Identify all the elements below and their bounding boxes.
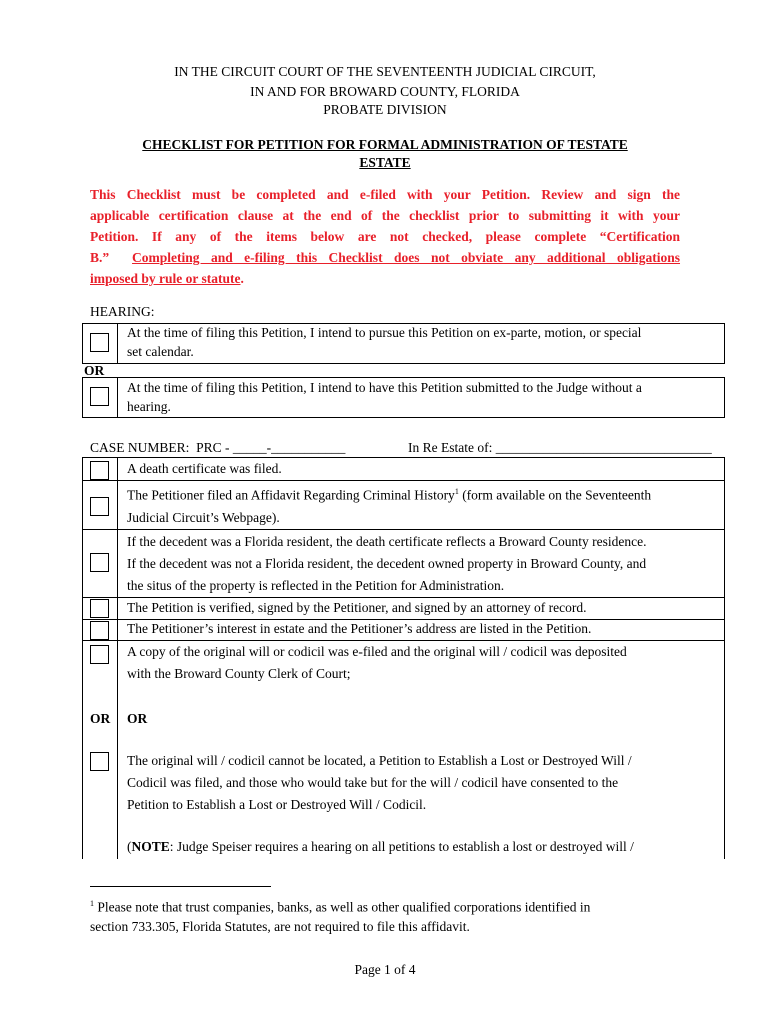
- divider: [117, 457, 118, 859]
- verified-checkbox[interactable]: [90, 599, 109, 618]
- affidavit-line: [127, 481, 717, 507]
- or-label-right: OR: [127, 711, 148, 726]
- original-will-line: with the Broward County Clerk of Court;: [127, 666, 351, 681]
- lost-will-checkbox[interactable]: [90, 752, 109, 771]
- original-will-line: A copy of the original will or codicil was e-filed and the original will / codicil was deposited: [127, 644, 627, 659]
- hearing-option-1-checkbox[interactable]: [90, 333, 109, 352]
- original-will-checkbox[interactable]: [90, 645, 109, 664]
- affidavit-text: [127, 481, 717, 529]
- hearing-label: HEARING:: [90, 304, 155, 319]
- footnote-text: Please note that trust companies, banks, as well as other qualified corporations identified in: [94, 899, 591, 915]
- judge-note: [127, 836, 717, 858]
- court-name: IN THE CIRCUIT COURT OF THE SEVENTEENTH JUDICIAL CIRCUIT,: [174, 64, 596, 79]
- hearing-option-2-line: hearing.: [127, 399, 171, 414]
- hearing-option-2-line: At the time of filing this Petition, I intend to have this Petition submitted to the Judge without a: [127, 380, 642, 395]
- lost-will-text: [127, 750, 717, 816]
- note-paren: (: [127, 839, 132, 854]
- estate-name-field[interactable]: In Re Estate of: ________________________________: [408, 440, 712, 455]
- hearing-option-1-line: set calendar.: [127, 344, 194, 359]
- residence-line: If the decedent was a Florida resident, the death certificate reflects a Broward County residence.: [127, 534, 647, 549]
- notice-line: [90, 269, 680, 290]
- divider: [117, 377, 118, 418]
- lost-will-line: Petition to Establish a Lost or Destroyed Will / Codicil.: [127, 797, 427, 812]
- footnote-marker: 1: [90, 899, 94, 908]
- affidavit-checkbox[interactable]: [90, 497, 109, 516]
- footnote-line: section 733.305, Florida Statutes, are not required to file this affidavit.: [90, 918, 470, 934]
- note-text: : Judge Speiser requires a hearing on all petitions to establish a lost or destroyed will /: [169, 839, 634, 854]
- original-will-text: [127, 641, 717, 685]
- notice-underlined-text: imposed by rule or statute: [90, 271, 241, 286]
- divider: [82, 529, 725, 530]
- notice-underlined-text: Completing and e-filing this Checklist does not obviate any additional obligations: [132, 250, 681, 265]
- note-label: NOTE: [131, 839, 170, 854]
- affidavit-text-part: (form available on the Seventeenth: [458, 487, 652, 503]
- hearing-option-2-text: [127, 378, 717, 416]
- residence-checkbox[interactable]: [90, 553, 109, 572]
- checklist-title-line2: ESTATE: [359, 155, 411, 170]
- hearing-option-1-line: At the time of filing this Petition, I intend to pursue this Petition on ex-parte, motion, or special: [127, 325, 642, 340]
- footnote-separator: [90, 886, 271, 887]
- division-line: PROBATE DIVISION: [323, 102, 447, 117]
- affidavit-line: Judicial Circuit’s Webpage).: [127, 509, 280, 525]
- divider: [82, 457, 83, 859]
- footnote-ref[interactable]: 1: [454, 487, 459, 496]
- residence-line: the situs of the property is reflected in the Petition for Administration.: [127, 578, 505, 593]
- notice-line: [90, 248, 680, 269]
- lost-will-line: The original will / codicil cannot be located, a Petition to Establish a Lost or Destroyed Will /: [127, 753, 632, 768]
- verified-text: The Petition is verified, signed by the Petitioner, and signed by an attorney of record.: [127, 600, 587, 615]
- or-label-left: OR: [90, 711, 111, 726]
- divider: [117, 323, 118, 364]
- notice-text: B.”: [90, 250, 110, 265]
- county-line: IN AND FOR BROWARD COUNTY, FLORIDA: [250, 84, 520, 99]
- notice-period: .: [240, 271, 244, 286]
- residence-line: If the decedent was not a Florida resident, the decedent owned property in Broward County, and: [127, 556, 647, 571]
- hearing-option-1-text: [127, 323, 717, 361]
- hearing-option-2-checkbox[interactable]: [90, 387, 109, 406]
- interest-checkbox[interactable]: [90, 621, 109, 640]
- lost-will-line: Codicil was filed, and those who would take but for the will / codicil have consented to the: [127, 775, 619, 790]
- notice-line: Petition. If any of the items below are not checked, please complete “Certification: [90, 229, 680, 244]
- notice-line: This Checklist must be completed and e-filed with your Petition. Review and sign the: [90, 187, 680, 202]
- death-certificate-text: A death certificate was filed.: [127, 461, 282, 476]
- hearing-or-label: OR: [84, 363, 105, 378]
- affidavit-text-part: The Petitioner filed an Affidavit Regarding Criminal History: [127, 487, 455, 503]
- divider: [724, 457, 725, 859]
- footnote: [90, 894, 710, 936]
- footnote-line: [90, 894, 710, 917]
- residence-text: [127, 531, 717, 597]
- death-certificate-checkbox[interactable]: [90, 461, 109, 480]
- checklist-title: CHECKLIST FOR PETITION FOR FORMAL ADMINISTRATION OF TESTATE: [142, 137, 628, 152]
- page-number: Page 1 of 4: [354, 962, 416, 977]
- interest-text: The Petitioner’s interest in estate and the Petitioner’s address are listed in the Petition.: [127, 621, 592, 636]
- notice-line: applicable certification clause at the end of the checklist prior to submitting it with your: [90, 208, 680, 223]
- case-number-field[interactable]: CASE NUMBER: PRC - _____-___________: [90, 440, 346, 455]
